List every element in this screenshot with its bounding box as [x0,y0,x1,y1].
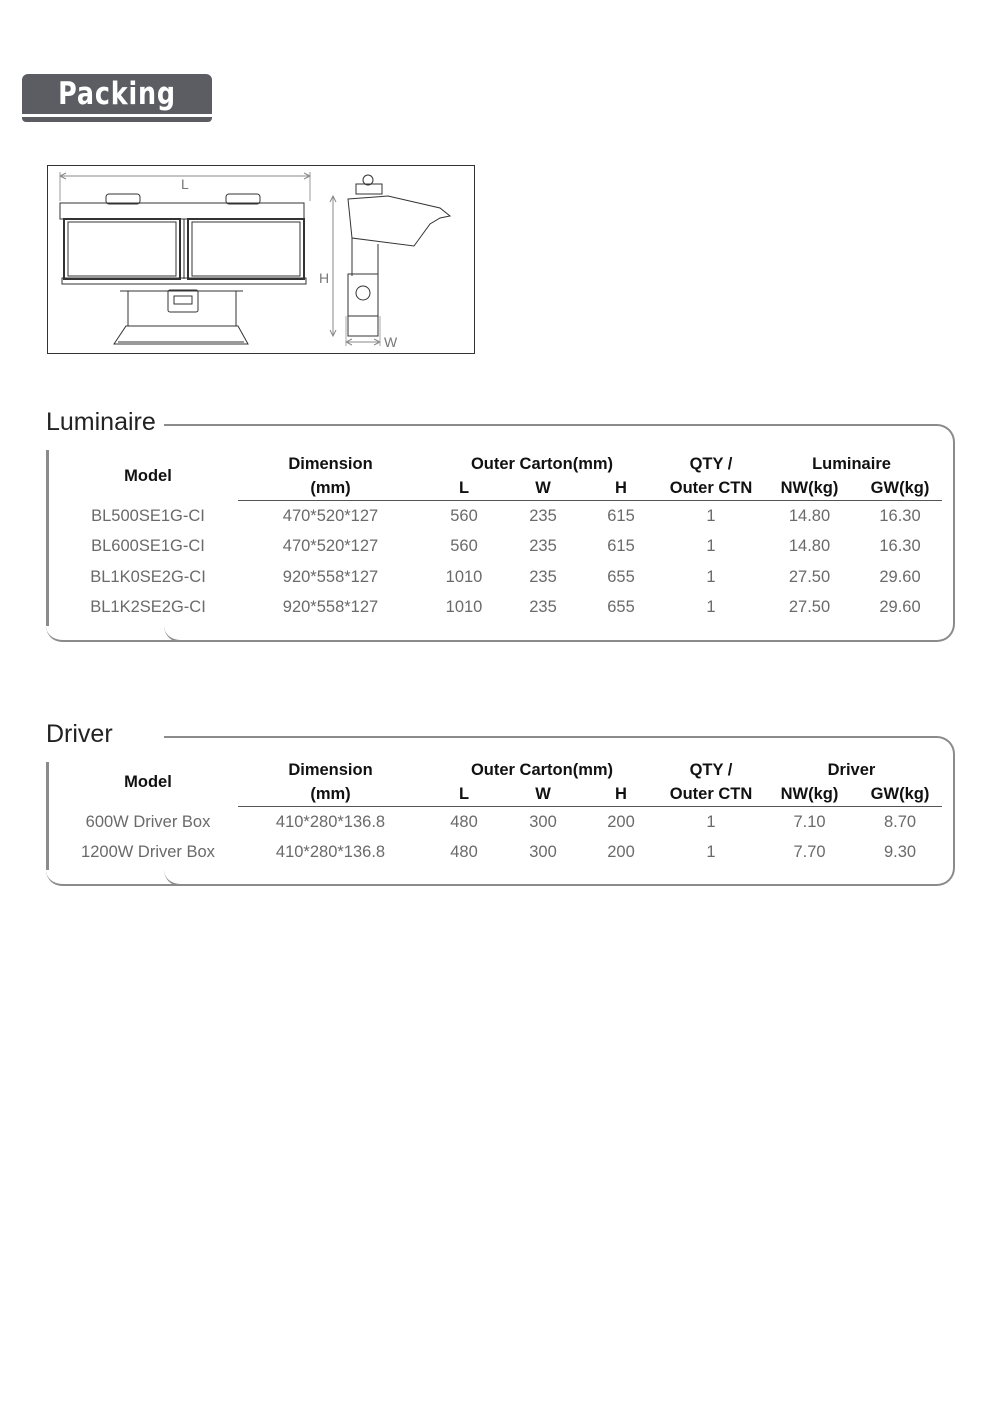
cell-w: 235 [529,598,557,617]
col-qty-sub: Outer CTN [661,782,761,807]
cell-l: 560 [450,537,478,556]
banner-underline [22,117,212,122]
driver-section-title: Driver [46,720,113,748]
cell-w: 235 [529,537,557,556]
cell-w: 300 [529,843,557,862]
luminaire-frame-left [46,450,49,626]
col-weight-group: Driver [827,760,876,779]
cell-l: 1010 [445,598,483,617]
cell-h: 615 [607,537,635,556]
col-outer-carton: Outer Carton(mm) [470,760,614,779]
page-title: Packing [58,76,176,112]
cell-h: 655 [607,567,635,586]
cell-model: BL1K0SE2G-CI [90,567,206,586]
cell-qty: 1 [706,812,716,831]
col-h: H [581,476,661,501]
cell-h: 200 [607,843,635,862]
table-row [58,532,942,563]
cell-model: BL500SE1G-CI [91,506,205,525]
col-gw: GW(kg) [858,476,942,501]
cell-dimension: 410*280*136.8 [275,843,386,862]
col-gw: GW(kg) [858,782,942,807]
cell-gw: 16.30 [879,506,921,525]
cell-w: 235 [529,506,557,525]
driver-table [58,758,942,868]
cell-dimension: 920*558*127 [282,567,379,586]
cell-qty: 1 [706,598,716,617]
cell-model: BL600SE1G-CI [91,537,205,556]
table-row [58,838,942,869]
cell-l: 480 [450,843,478,862]
cell-dimension: 470*520*127 [282,506,379,525]
dimension-label-l: L [181,176,189,192]
table-row [58,501,942,532]
col-dimension: Dimension [288,454,373,473]
dimension-label-h: H [319,270,330,286]
dimension-label-w: W [384,334,398,350]
table-row [58,562,942,593]
cell-gw: 16.30 [879,537,921,556]
cell-dimension: 410*280*136.8 [275,812,386,831]
col-qty: QTY / [689,760,733,779]
luminaire-table [58,452,942,623]
table-row [58,807,942,838]
cell-nw: 14.80 [788,506,831,525]
cell-qty: 1 [706,537,716,556]
col-dimension: Dimension [288,760,373,779]
col-l: L [423,782,505,807]
luminaire-line-drawing [48,166,476,355]
driver-frame-left [46,762,49,870]
table-row [58,593,942,624]
col-model: Model [124,466,172,485]
cell-nw: 7.70 [793,843,826,862]
col-weight-group: Luminaire [812,454,891,473]
cell-h: 655 [607,598,635,617]
section-banner [22,74,212,124]
col-outer-carton: Outer Carton(mm) [470,454,614,473]
cell-dimension: 470*520*127 [282,537,379,556]
cell-gw: 8.70 [883,812,917,831]
col-l: L [423,476,505,501]
col-qty: QTY / [689,454,733,473]
cell-l: 1010 [445,567,483,586]
col-w: W [505,476,581,501]
col-model: Model [124,772,172,791]
col-qty-sub: Outer CTN [661,476,761,501]
cell-model: BL1K2SE2G-CI [90,598,206,617]
col-nw: NW(kg) [761,476,858,501]
col-w: W [505,782,581,807]
cell-qty: 1 [706,567,716,586]
cell-l: 560 [450,506,478,525]
cell-dimension: 920*558*127 [282,598,379,617]
cell-w: 235 [529,567,557,586]
cell-gw: 29.60 [879,567,921,586]
cell-nw: 27.50 [788,567,831,586]
col-h: H [581,782,661,807]
cell-model: 1200W Driver Box [81,843,215,862]
cell-w: 300 [529,812,557,831]
cell-gw: 9.30 [883,843,917,862]
cell-h: 615 [607,506,635,525]
cell-nw: 27.50 [788,598,831,617]
col-dimension-unit: (mm) [238,782,423,807]
product-dimension-drawing [47,165,475,354]
cell-l: 480 [450,812,478,831]
luminaire-section-title: Luminaire [46,408,156,436]
col-dimension-unit: (mm) [238,476,423,501]
cell-qty: 1 [706,506,716,525]
cell-h: 200 [607,812,635,831]
cell-qty: 1 [706,843,716,862]
col-nw: NW(kg) [761,782,858,807]
cell-nw: 7.10 [793,812,826,831]
cell-model: 600W Driver Box [85,812,211,831]
cell-gw: 29.60 [879,598,921,617]
cell-nw: 14.80 [788,537,831,556]
